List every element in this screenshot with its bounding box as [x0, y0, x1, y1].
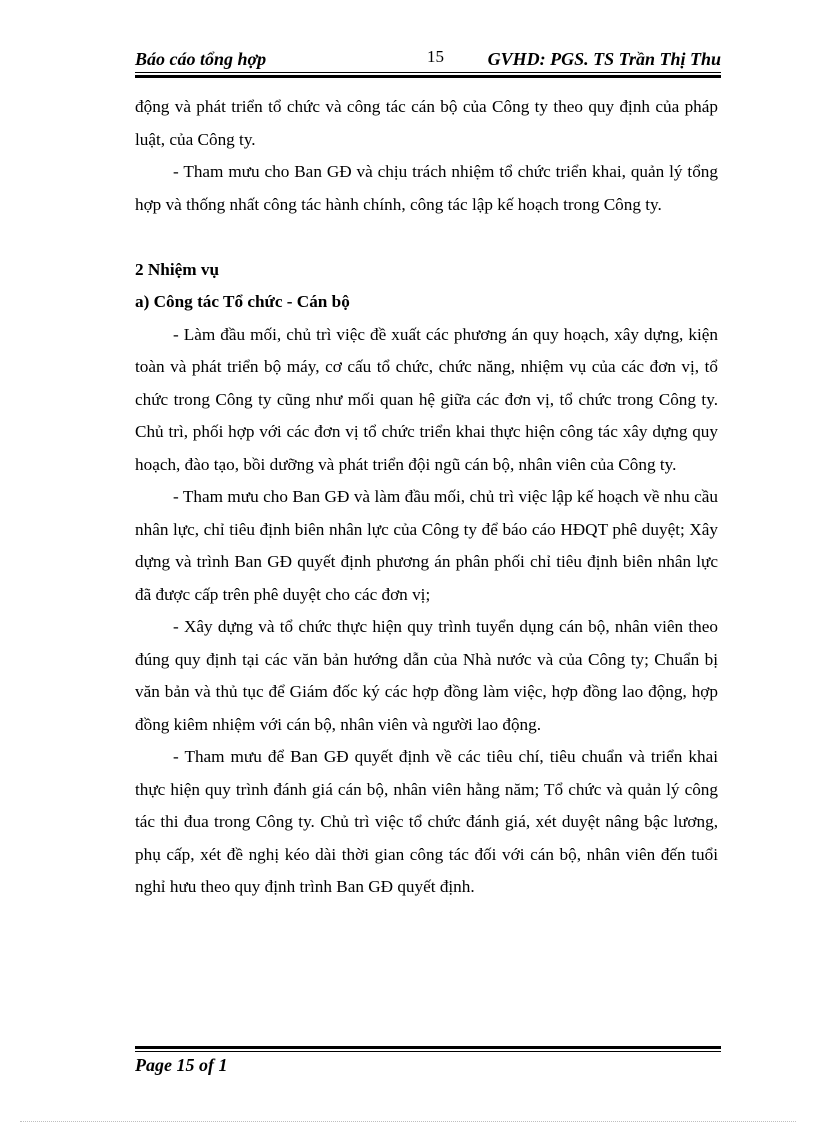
paragraph-organization: - Làm đầu mối, chủ trì việc đề xuất các phương án quy hoạch, xây dựng, kiện toàn và phát triển bộ máy, cơ cấu tổ chức, chức năng, nhiệm vụ của các đơn vị, tổ chức trong Công ty cũng như mối quan hệ giữa các đơn vị, tổ chức trong Công ty. Chủ trì, phối hợp với các đơn vị tổ chức triển khai thực hiện công tác xây dựng quy hoạch, đào tạo, bồi dưỡng và phát triển đội ngũ cán bộ, nhân viên của Công ty.: [135, 324, 718, 474]
paragraph-evaluation: - Tham mưu để Ban GĐ quyết định về các tiêu chí, tiêu chuẩn và triển khai thực hiện quy trình đánh giá cán bộ, nhân viên hằng năm; Tổ chức và quản lý công tác thi đua trong Công ty. Chủ trì việc tổ chức đánh giá, xét duyệt nâng bậc lương, phụ cấp, xét đề nghị kéo dài thời gian công tác đối với cán bộ, nhân viên đến tuổi nghỉ hưu theo quy định trình Ban GĐ quyết định.: [135, 747, 718, 896]
paragraph-advisory-duty: - Tham mưu cho Ban GĐ và chịu trách nhiệm tổ chức triển khai, quản lý tổng hợp và thống nhất công tác hành chính, công tác lập kế hoạch trong Công ty.: [135, 162, 718, 214]
header-page-number: 15: [427, 47, 444, 66]
header-rule-thick: [135, 75, 721, 78]
footer-rule-thin: [135, 1051, 721, 1052]
paragraph-staffing-plan: - Tham mưu cho Ban GĐ và làm đầu mối, chủ trì việc lập kế hoạch về nhu cầu nhân lực, chỉ tiêu định biên nhân lực của Công ty để báo cáo HĐQT phê duyệt; Xây dựng và trình Ban GĐ quyết định phương án phân phối chỉ tiêu định biên nhân lực đã được cấp trên phê duyệt cho các đơn vị;: [135, 487, 718, 604]
footer-rule-thick: [135, 1046, 721, 1049]
footer-page-label: Page 15 of 1: [135, 1055, 228, 1075]
page-break-line: [20, 1121, 796, 1122]
paragraph-spacer: [135, 221, 718, 254]
page-header: [135, 47, 721, 73]
paragraph-recruitment: - Xây dựng và tổ chức thực hiện quy trình tuyển dụng cán bộ, nhân viên theo đúng quy định tại các văn bản hướng dẫn của Nhà nước và của Công ty; Chuẩn bị văn bản và thủ tục để Giám đốc ký các hợp đồng làm việc, hợp đồng lao động, hợp đồng kiêm nhiệm với cán bộ, nhân viên và người lao động.: [135, 617, 718, 734]
section-heading: 2 Nhiệm vụ: [135, 259, 220, 279]
header-report-title: Báo cáo tổng hợp: [135, 49, 267, 69]
page-body: [135, 91, 718, 904]
header-rule-thin: [135, 72, 721, 73]
header-supervisor: GVHD: PGS. TS Trần Thị Thu: [487, 49, 721, 69]
paragraph-continuation: động và phát triển tổ chức và công tác cán bộ của Công ty theo quy định của pháp luật, của Công ty.: [135, 97, 718, 149]
subsection-heading: a) Công tác Tổ chức - Cán bộ: [135, 292, 350, 311]
